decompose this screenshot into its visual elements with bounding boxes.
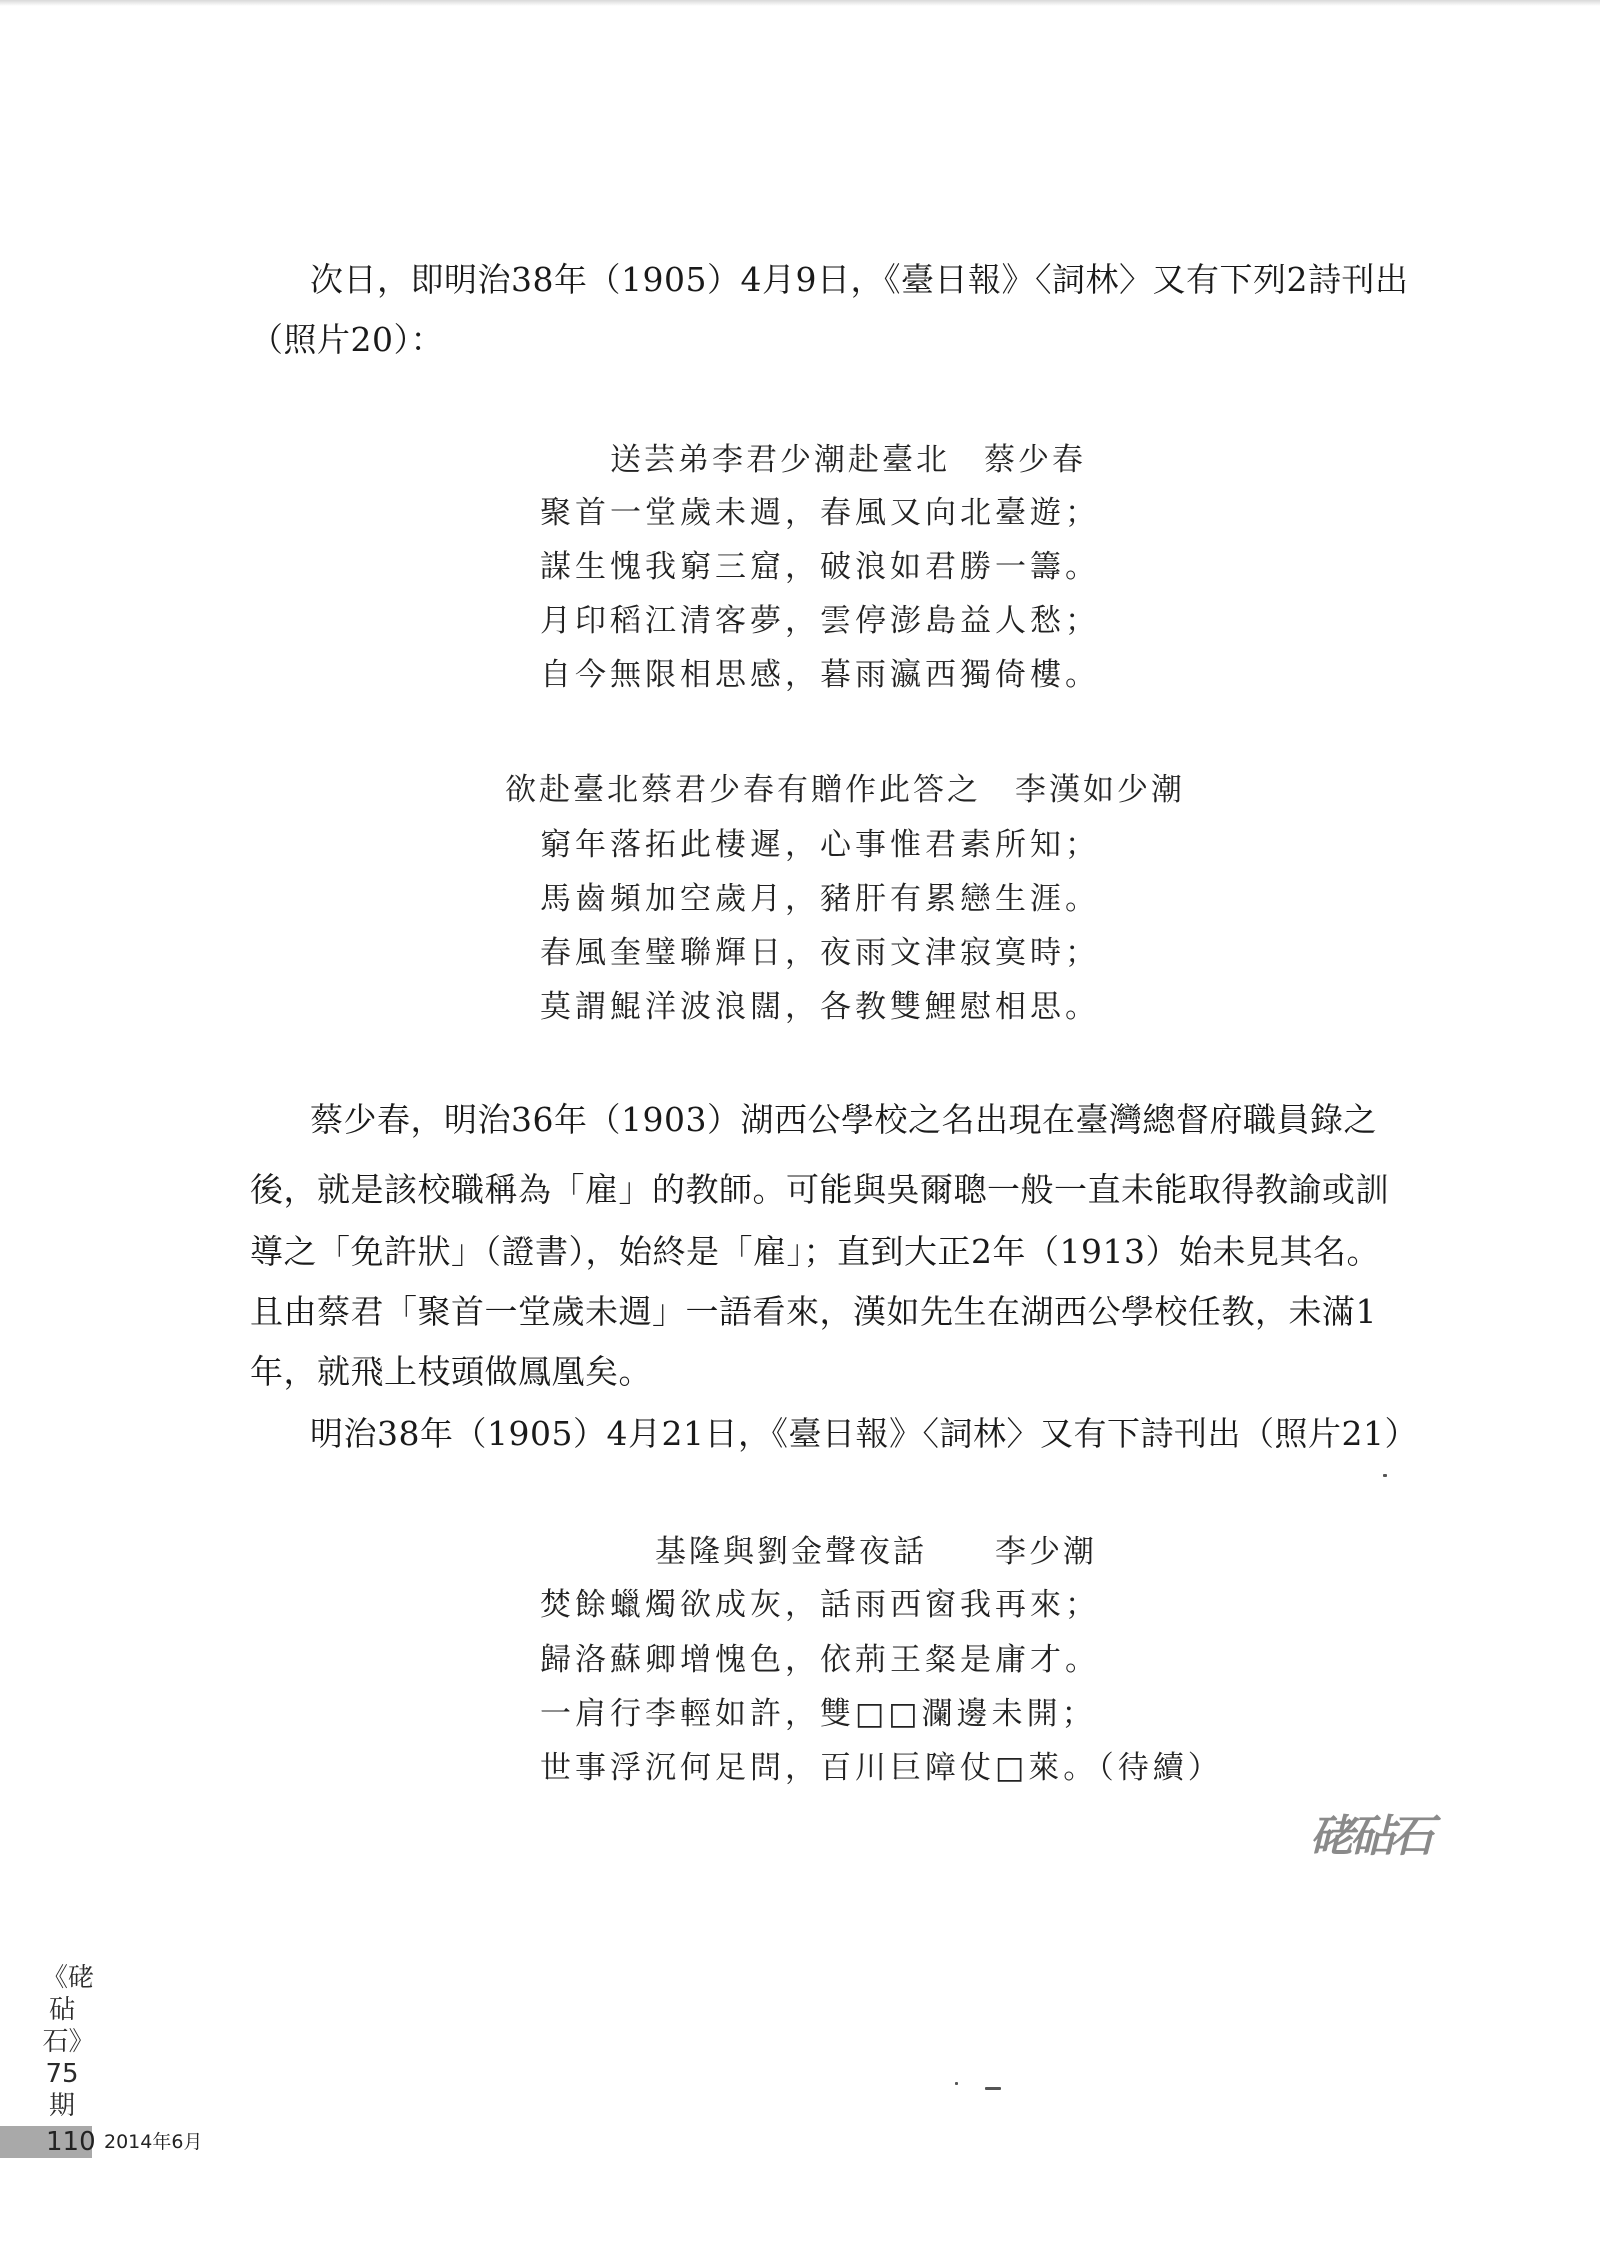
paragraph-line: 年，就飛上枝頭做鳳凰矣。 [250, 1352, 652, 1391]
scan-speck [1383, 1474, 1387, 1477]
poem-line: 一肩行李輕如許，雙□□瀾邊未開； [540, 1696, 1097, 1732]
poem-title: 欲赴臺北蔡君少春有贈作此答之 李漢如少潮 [505, 772, 1185, 808]
poem-line: 月印稻江清客夢，雲停澎島益人愁； [540, 603, 1100, 639]
scan-speck [955, 2082, 958, 2085]
page-number: 110 [46, 2127, 96, 2157]
page-top-edge [0, 0, 1600, 6]
poem-line: 春風奎璧聯輝日，夜雨文津寂寞時； [540, 935, 1100, 971]
poem-line: 莫謂鯤洋波浪闊，各教雙鯉慰相思。 [540, 989, 1100, 1025]
poem-line: 窮年落拓此棲遲，心事惟君素所知； [540, 827, 1100, 863]
paragraph-line: 導之「免許狀」（證書），始終是「雇」；直到大正2年（1913）始未見其名。 [250, 1232, 1380, 1271]
magazine-issue-title: 《硓砧石》75期 [42, 1963, 95, 2121]
poem-line: 歸洛蘇卿增愧色，依荊王粲是庸才。 [540, 1642, 1100, 1678]
paragraph-line: 蔡少春，明治36年（1903）湖西公學校之名出現在臺灣總督府職員錄之 [310, 1100, 1377, 1139]
paragraph-line: 後，就是該校職稱為「雇」的教師。可能與吳爾聰一般一直未能取得教諭或訓 [250, 1170, 1389, 1209]
paragraph-line: 次日，即明治38年（1905）4月9日，《臺日報》〈詞林〉又有下列2詩刊出 [310, 260, 1409, 299]
poem-line: 謀生愧我窮三窟，破浪如君勝一籌。 [540, 549, 1100, 585]
paragraph-line: 且由蔡君「聚首一堂歲未週」一語看來，漢如先生在湖西公學校任教，未滿1 [250, 1292, 1377, 1331]
magazine-logo: 硓砧石 [1310, 1811, 1430, 1862]
paragraph-line: 明治38年（1905）4月21日，《臺日報》〈詞林〉又有下詩刊出（照片21） [310, 1414, 1418, 1453]
poem-line: 焚餘蠟燭欲成灰，話雨西窗我再來； [540, 1587, 1100, 1623]
poem-line: 聚首一堂歲未週，春風又向北臺遊； [540, 495, 1100, 531]
poem-line: 世事浮沉何足問，百川巨障仗□萊。（待續） [540, 1750, 1223, 1786]
poem-line: 馬齒頻加空歲月，豬肝有累戀生涯。 [540, 881, 1100, 917]
poem-title: 送芸弟李君少潮赴臺北 蔡少春 [610, 442, 1086, 478]
poem-title: 基隆與劉金聲夜話 李少潮 [655, 1534, 1097, 1570]
poem-line: 自今無限相思感，暮雨瀛西獨倚樓。 [540, 657, 1100, 693]
paragraph-line: （照片20）： [250, 320, 444, 359]
issue-date: 2014年6月 [104, 2131, 203, 2153]
scan-speck [985, 2087, 1001, 2090]
